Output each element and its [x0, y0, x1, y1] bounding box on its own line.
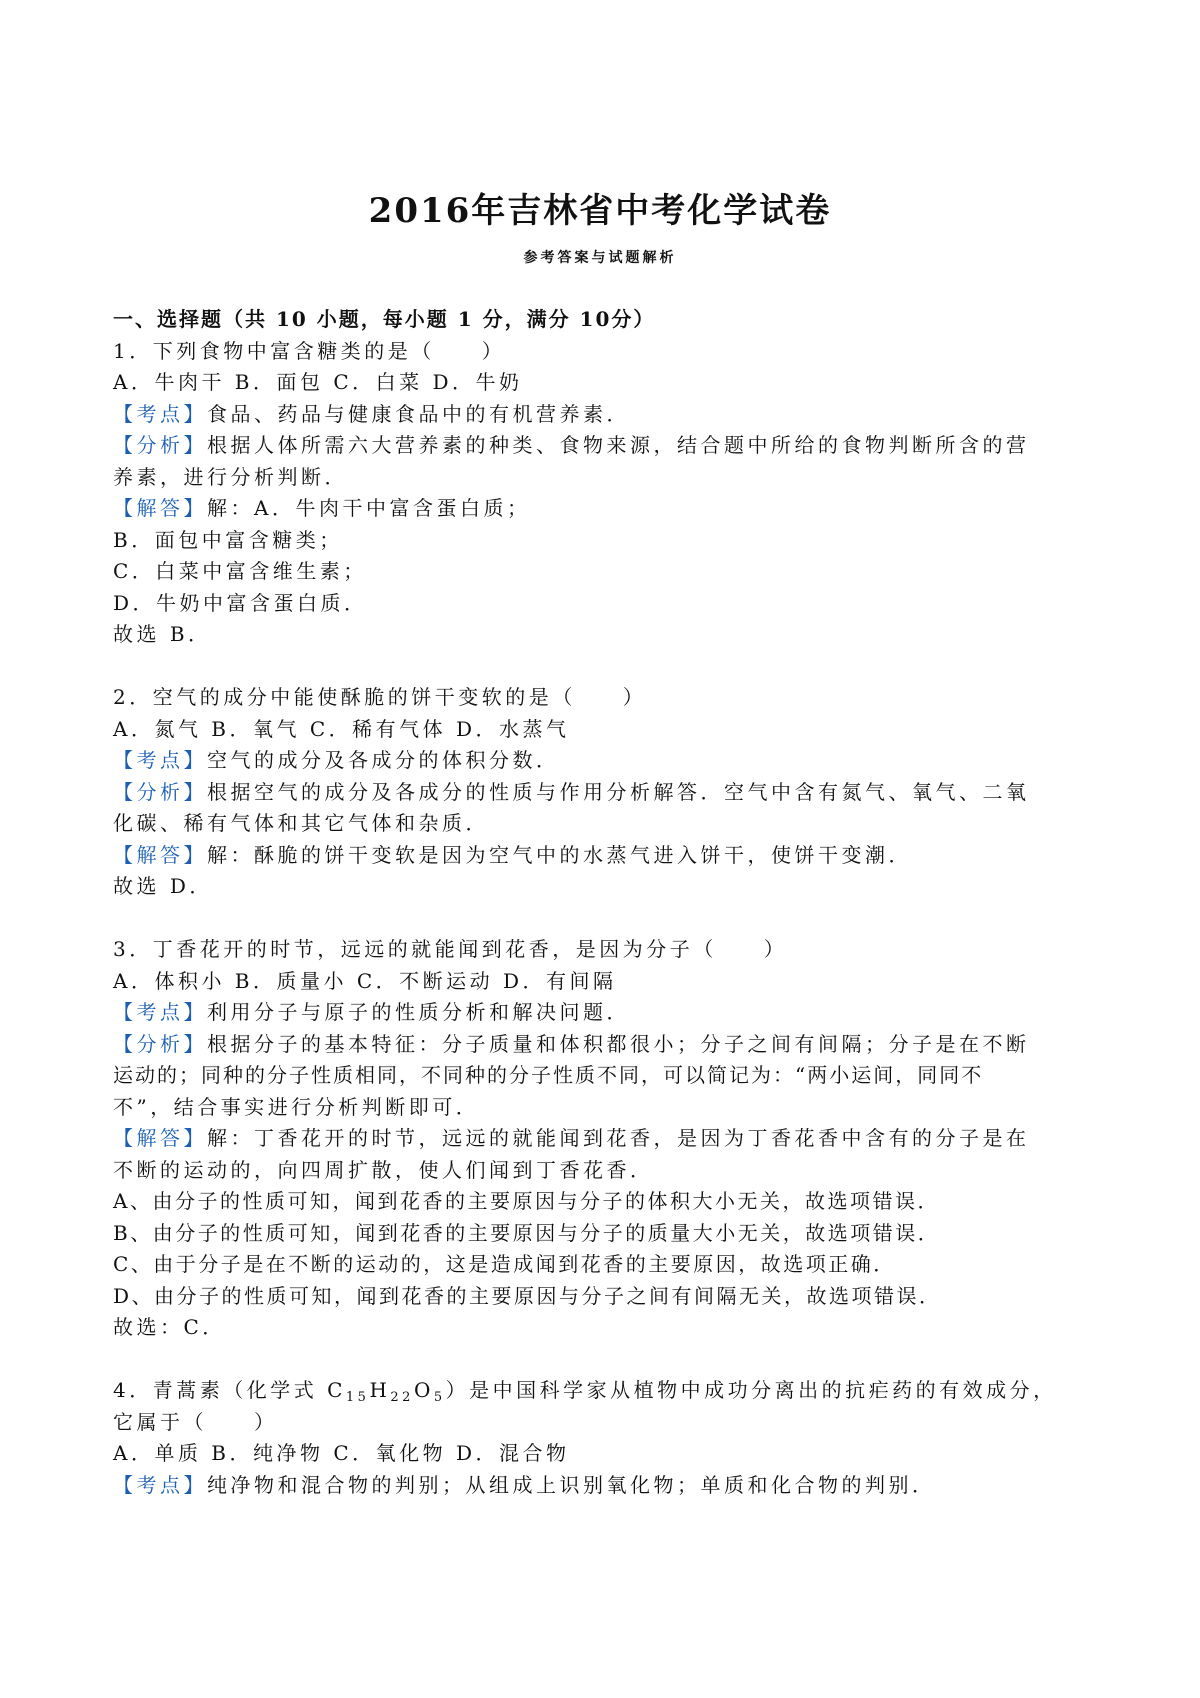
q1-fenxi-text-1: 根据人体所需六大营养素的种类、食物来源，结合题中所给的食物判断所含的营: [207, 433, 1030, 457]
q1-options: A．牛肉干 B．面包 C．白菜 D．牛奶: [113, 370, 523, 394]
spacer: [113, 1344, 1098, 1376]
q1-jieda-d: D．牛奶中富含蛋白质．: [113, 590, 368, 615]
q3-jieda-cont: 不断的运动的，向四周扩散，使人们闻到丁香花香．: [113, 1157, 654, 1182]
q3-fenxi-cont-1: 运动的；同种的分子性质相同，不同种的分子性质不同，可以简记为：“两小运间，同同不: [113, 1063, 984, 1087]
q3-jieda: [113, 1123, 1098, 1155]
section-heading: 一、选择题（共 10 小题，每小题 1 分，满分 10分）: [113, 307, 656, 331]
q4-options: A．单质 B．纯净物 C．氧化物 D．混合物: [113, 1441, 570, 1465]
q3-options: A．体积小 B．质量小 C．不断运动 D．有间隔: [113, 968, 617, 993]
q1-jieda: [113, 493, 1098, 525]
q2-stem: 2．空气的成分中能使酥脆的饼干变软的是（ ）: [113, 685, 647, 709]
kaodian-tag: 【考点】: [113, 748, 207, 772]
q1-stem: 1．下列食物中富含糖类的是（ ）: [113, 338, 506, 363]
q3-jieda-text-1: 解：丁香花开的时节，远远的就能闻到花香，是因为丁香花香中含有的分子是在: [207, 1126, 1030, 1150]
q1-jieda-b: B．面包中富含糖类；: [113, 527, 343, 552]
fenxi-tag: 【分析】: [113, 779, 207, 804]
spacer: [113, 651, 1098, 683]
q3-fenxi-cont-2: 不”，结合事实进行分析判断即可．: [113, 1094, 480, 1119]
q4-stem-pre: 4．青蒿素（化学式 C: [113, 1378, 346, 1402]
kaodian-tag: 【考点】: [113, 1000, 207, 1024]
q2-fenxi-text-1: 根据空气的成分及各成分的性质与作用分析解答．空气中含有氮气、氧气、二氧: [207, 779, 1030, 804]
q3-fenxi: [113, 1029, 1098, 1061]
q4-sub-c: 15: [345, 1390, 370, 1405]
q3-answer: 故选：C．: [113, 1315, 226, 1339]
q2-kaodian: [113, 745, 1098, 777]
q2-jieda: [113, 840, 1098, 872]
q4-kaodian: [113, 1470, 1098, 1502]
jieda-tag: 【解答】: [113, 496, 207, 520]
q3-kaodian: [113, 997, 1098, 1029]
q3-jieda-b: B、由分子的性质可知，闻到花香的主要原因与分子的质量大小无关，故选项错误．: [113, 1220, 941, 1245]
q4-stem-cont: 它属于（ ）: [113, 1409, 278, 1434]
q4-stem-post: ）是中国科学家从植物中成功分离出的抗疟药的有效成分，: [445, 1378, 1057, 1402]
q1-fenxi: [113, 430, 1098, 462]
page-subtitle: 参考答案与试题解析: [523, 250, 677, 266]
q3-jieda-c: C、由于分子是在不断的运动的，这是造成闻到花香的主要原因，故选项正确．: [113, 1252, 896, 1276]
q2-kaodian-text: 空气的成分及各成分的体积分数．: [207, 748, 560, 772]
q2-answer: 故选 D．: [113, 874, 213, 898]
q4-sub-o: 5: [433, 1390, 446, 1405]
q1-fenxi-cont: 养素，进行分析判断．: [113, 464, 348, 489]
jieda-tag: 【解答】: [113, 842, 207, 867]
document-body: [113, 304, 1098, 1501]
q3-fenxi-text-1: 根据分子的基本特征：分子质量和体积都很小；分子之间有间隔；分子是在不断: [207, 1031, 1030, 1056]
q2-fenxi: [113, 777, 1098, 809]
q3-jieda-a: A、由分子的性质可知，闻到花香的主要原因与分子的体积大小无关，故选项错误．: [113, 1189, 940, 1213]
q1-kaodian-text: 食品、药品与健康食品中的有机营养素．: [207, 401, 630, 426]
q3-stem: 3．丁香花开的时节，远远的就能闻到花香，是因为分子（ ）: [113, 937, 788, 961]
q4-kaodian-text: 纯净物和混合物的判别；从组成上识别氧化物；单质和化合物的判别．: [207, 1472, 936, 1497]
q1-jieda-c: C．白菜中富含维生素；: [113, 559, 367, 583]
fenxi-tag: 【分析】: [113, 1031, 207, 1056]
kaodian-tag: 【考点】: [113, 401, 207, 426]
q4-stem: [113, 1375, 1098, 1407]
q4-stem-h: H: [369, 1378, 391, 1402]
kaodian-tag: 【考点】: [113, 1472, 207, 1497]
spacer: [113, 903, 1098, 935]
q4-sub-h: 22: [390, 1390, 414, 1405]
q1-answer: 故选 B．: [113, 622, 212, 646]
q1-kaodian: [113, 399, 1098, 431]
q2-options: A．氮气 B．氧气 C．稀有气体 D．水蒸气: [113, 716, 570, 741]
q2-jieda-text-1: 解：酥脆的饼干变软是因为空气中的水蒸气进入饼干，使饼干变潮．: [207, 842, 912, 867]
q3-kaodian-text: 利用分子与原子的性质分析和解决问题．: [207, 1000, 630, 1024]
q3-jieda-d: D、由分子的性质可知，闻到花香的主要原因与分子之间有间隔无关，故选项错误．: [113, 1283, 942, 1308]
fenxi-tag: 【分析】: [113, 433, 207, 457]
page-title: 2016年吉林省中考化学试卷: [368, 191, 832, 231]
jieda-tag: 【解答】: [113, 1126, 207, 1150]
q2-fenxi-cont: 化碳、稀有气体和其它气体和杂质．: [113, 811, 489, 835]
q1-jieda-text-1: 解：A．牛肉干中富含蛋白质；: [207, 496, 531, 520]
q4-stem-o: O: [413, 1378, 434, 1402]
